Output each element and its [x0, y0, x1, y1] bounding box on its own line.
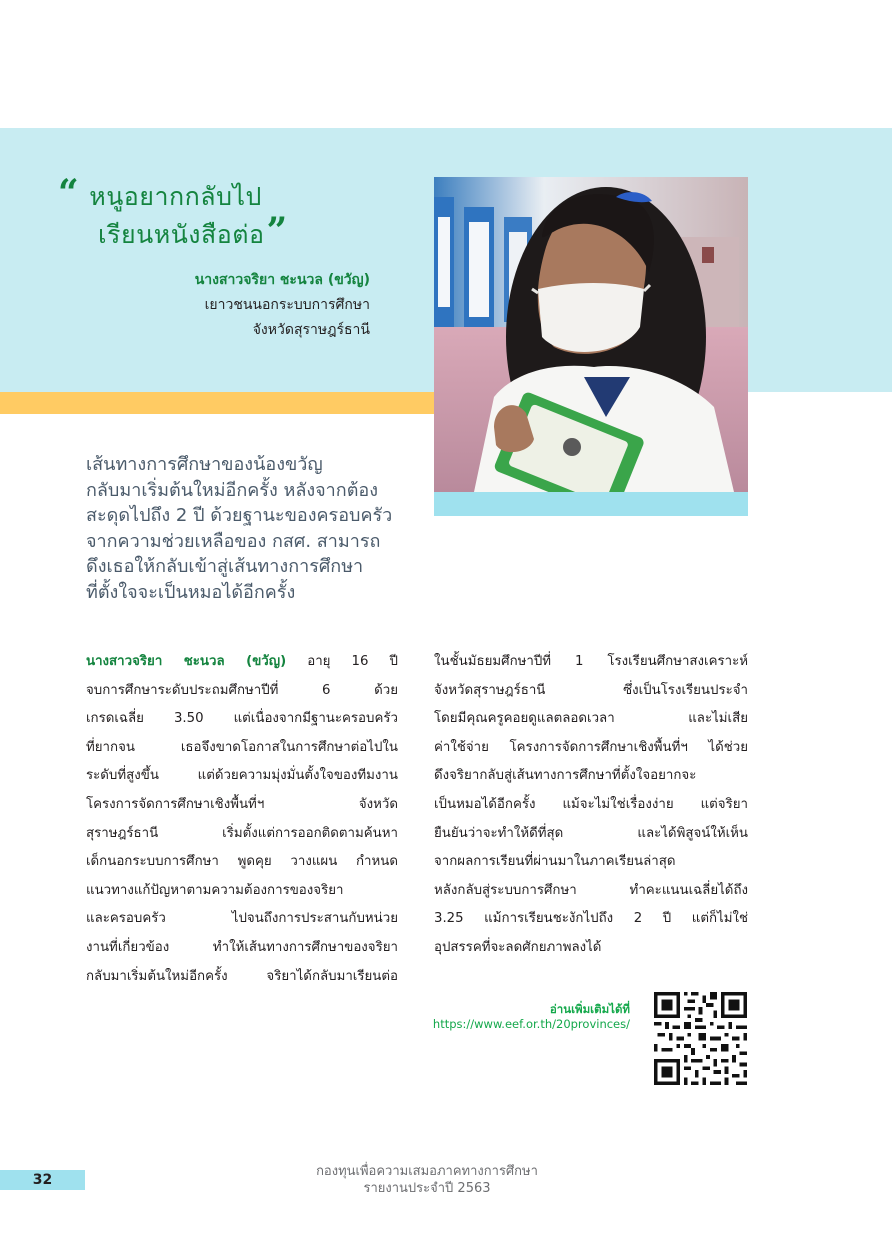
quote-line-2: เรียนหนังสือต่อ — [98, 220, 265, 249]
body-line: และครอบครัว ไปจนถึงการประสานกับหน่วย — [86, 911, 398, 927]
body-column-left — [86, 648, 398, 991]
lead-line: กลับมาเริ่มต้นใหม่อีกครั้ง หลังจากต้อง — [86, 479, 378, 501]
body-line: หลังกลับสู่ระบบการศึกษา ทำคะแนนเฉลี่ยได้ถึง — [434, 882, 748, 898]
author-province: จังหวัดสุราษฎร์ธานี — [252, 322, 370, 338]
open-quote-icon: “ — [58, 172, 80, 214]
body-line: งานที่เกี่ยวข้อง ทำให้เส้นทางการศึกษาของจริยา — [86, 939, 398, 955]
body-line: สุราษฎร์ธานี เริ่มตั้งแต่การออกติดตามค้นหา — [86, 825, 398, 841]
author-name: นางสาวจริยา ชะนวล (ขวัญ) — [194, 272, 370, 288]
student-photo — [434, 177, 748, 492]
body-line: ค่าใช้จ่าย โครงการจัดการศึกษาเชิงพื้นที่ฯ ได้ช่วย — [434, 739, 748, 755]
accent-stripe — [0, 392, 434, 414]
page-footer — [292, 1163, 562, 1197]
lead-line: เส้นทางการศึกษาของน้องขวัญ — [86, 454, 323, 475]
pull-quote — [58, 172, 288, 252]
body-line: เกรดเฉลี่ย 3.50 แต่เนื่องจากมีฐานะครอบครัว — [86, 711, 398, 727]
body-line: ระดับที่สูงขึ้น แต่ด้วยความมุ่งมั่นตั้งใจของทีมงาน — [86, 768, 398, 784]
footer-report: รายงานประจำปี 2563 — [363, 1181, 491, 1196]
lead-line: ที่ตั้งใจจะเป็นหมอได้อีกครั้ง — [86, 581, 296, 603]
photo-caption-bar — [434, 492, 748, 516]
body-line: เป็นหมอได้อีกครั้ง แม้จะไม่ใช่เรื่องง่าย แต่จริยา — [434, 796, 748, 812]
subject-name: นางสาวจริยา ชะนวล (ขวัญ) — [86, 654, 287, 669]
body-line: จบการศึกษาระดับประถมศึกษาปีที่ 6 ด้วย — [86, 682, 398, 698]
body-line: ดึงจริยากลับสู่เส้นทางการศึกษาที่ตั้งใจอยากจะ — [434, 768, 697, 784]
read-more-label: อ่านเพิ่มเติมได้ที่ — [549, 1002, 630, 1016]
author-role: เยาวชนนอกระบบการศึกษา — [204, 297, 370, 313]
body-column-right — [434, 648, 748, 963]
body-line: 3.25 แม้การเรียนชะงักไปถึง 2 ปี แต่ก็ไม่ใช่ — [434, 911, 748, 927]
read-more — [433, 1002, 630, 1032]
body-line: จังหวัดสุราษฎร์ธานี ซึ่งเป็นโรงเรียนประจำ — [434, 682, 748, 698]
body-text: อายุ 16 ปี — [286, 654, 398, 669]
body-line: เด็กนอกระบบการศึกษา พูดคุย วางแผน กำหนด — [86, 854, 398, 870]
lead-line: ดึงเธอให้กลับเข้าสู่เส้นทางการศึกษา — [86, 556, 364, 577]
page-number: 32 — [0, 1170, 85, 1190]
body-line: อุปสรรคที่จะลดศักยภาพลงได้ — [434, 939, 602, 955]
body-line — [86, 648, 398, 677]
body-line: โครงการจัดการศึกษาเชิงพื้นที่ฯ จังหวัด — [86, 796, 398, 812]
body-line: ยืนยันว่าจะทำให้ดีที่สุด และได้พิสูจน์ให้เห็น — [434, 825, 748, 841]
body-line: จากผลการเรียนที่ผ่านมาในภาคเรียนล่าสุด — [434, 854, 676, 870]
author-block — [195, 268, 370, 343]
read-more-link[interactable]: https://www.eef.or.th/20provinces/ — [432, 1017, 630, 1031]
lead-line: จากความช่วยเหลือของ กสศ. สามารถ — [86, 530, 381, 552]
footer-org: กองทุนเพื่อความเสมอภาคทางการศึกษา — [316, 1164, 538, 1179]
qr-code-icon[interactable] — [654, 992, 747, 1085]
body-line: แนวทางแก้ปัญหาตามความต้องการของจริยา — [86, 882, 344, 898]
lead-paragraph — [86, 452, 396, 605]
body-line: ที่ยากจน เธอจึงขาดโอกาสในการศึกษาต่อไปใน — [86, 739, 398, 755]
body-line: ในชั้นมัธยมศึกษาปีที่ 1 โรงเรียนศึกษาสงเคราะห์ — [434, 654, 748, 669]
close-quote-icon: ” — [266, 210, 288, 252]
body-line: กลับมาเริ่มต้นใหม่อีกครั้ง จริยาได้กลับมาเรียนต่อ — [86, 968, 398, 984]
body-line: โดยมีคุณครูคอยดูแลตลอดเวลา และไม่เสีย — [434, 711, 748, 727]
quote-line-1: หนูอยากกลับไป — [89, 182, 262, 211]
lead-line: สะดุดไปถึง 2 ปี ด้วยฐานะของครอบครัว — [86, 505, 393, 526]
